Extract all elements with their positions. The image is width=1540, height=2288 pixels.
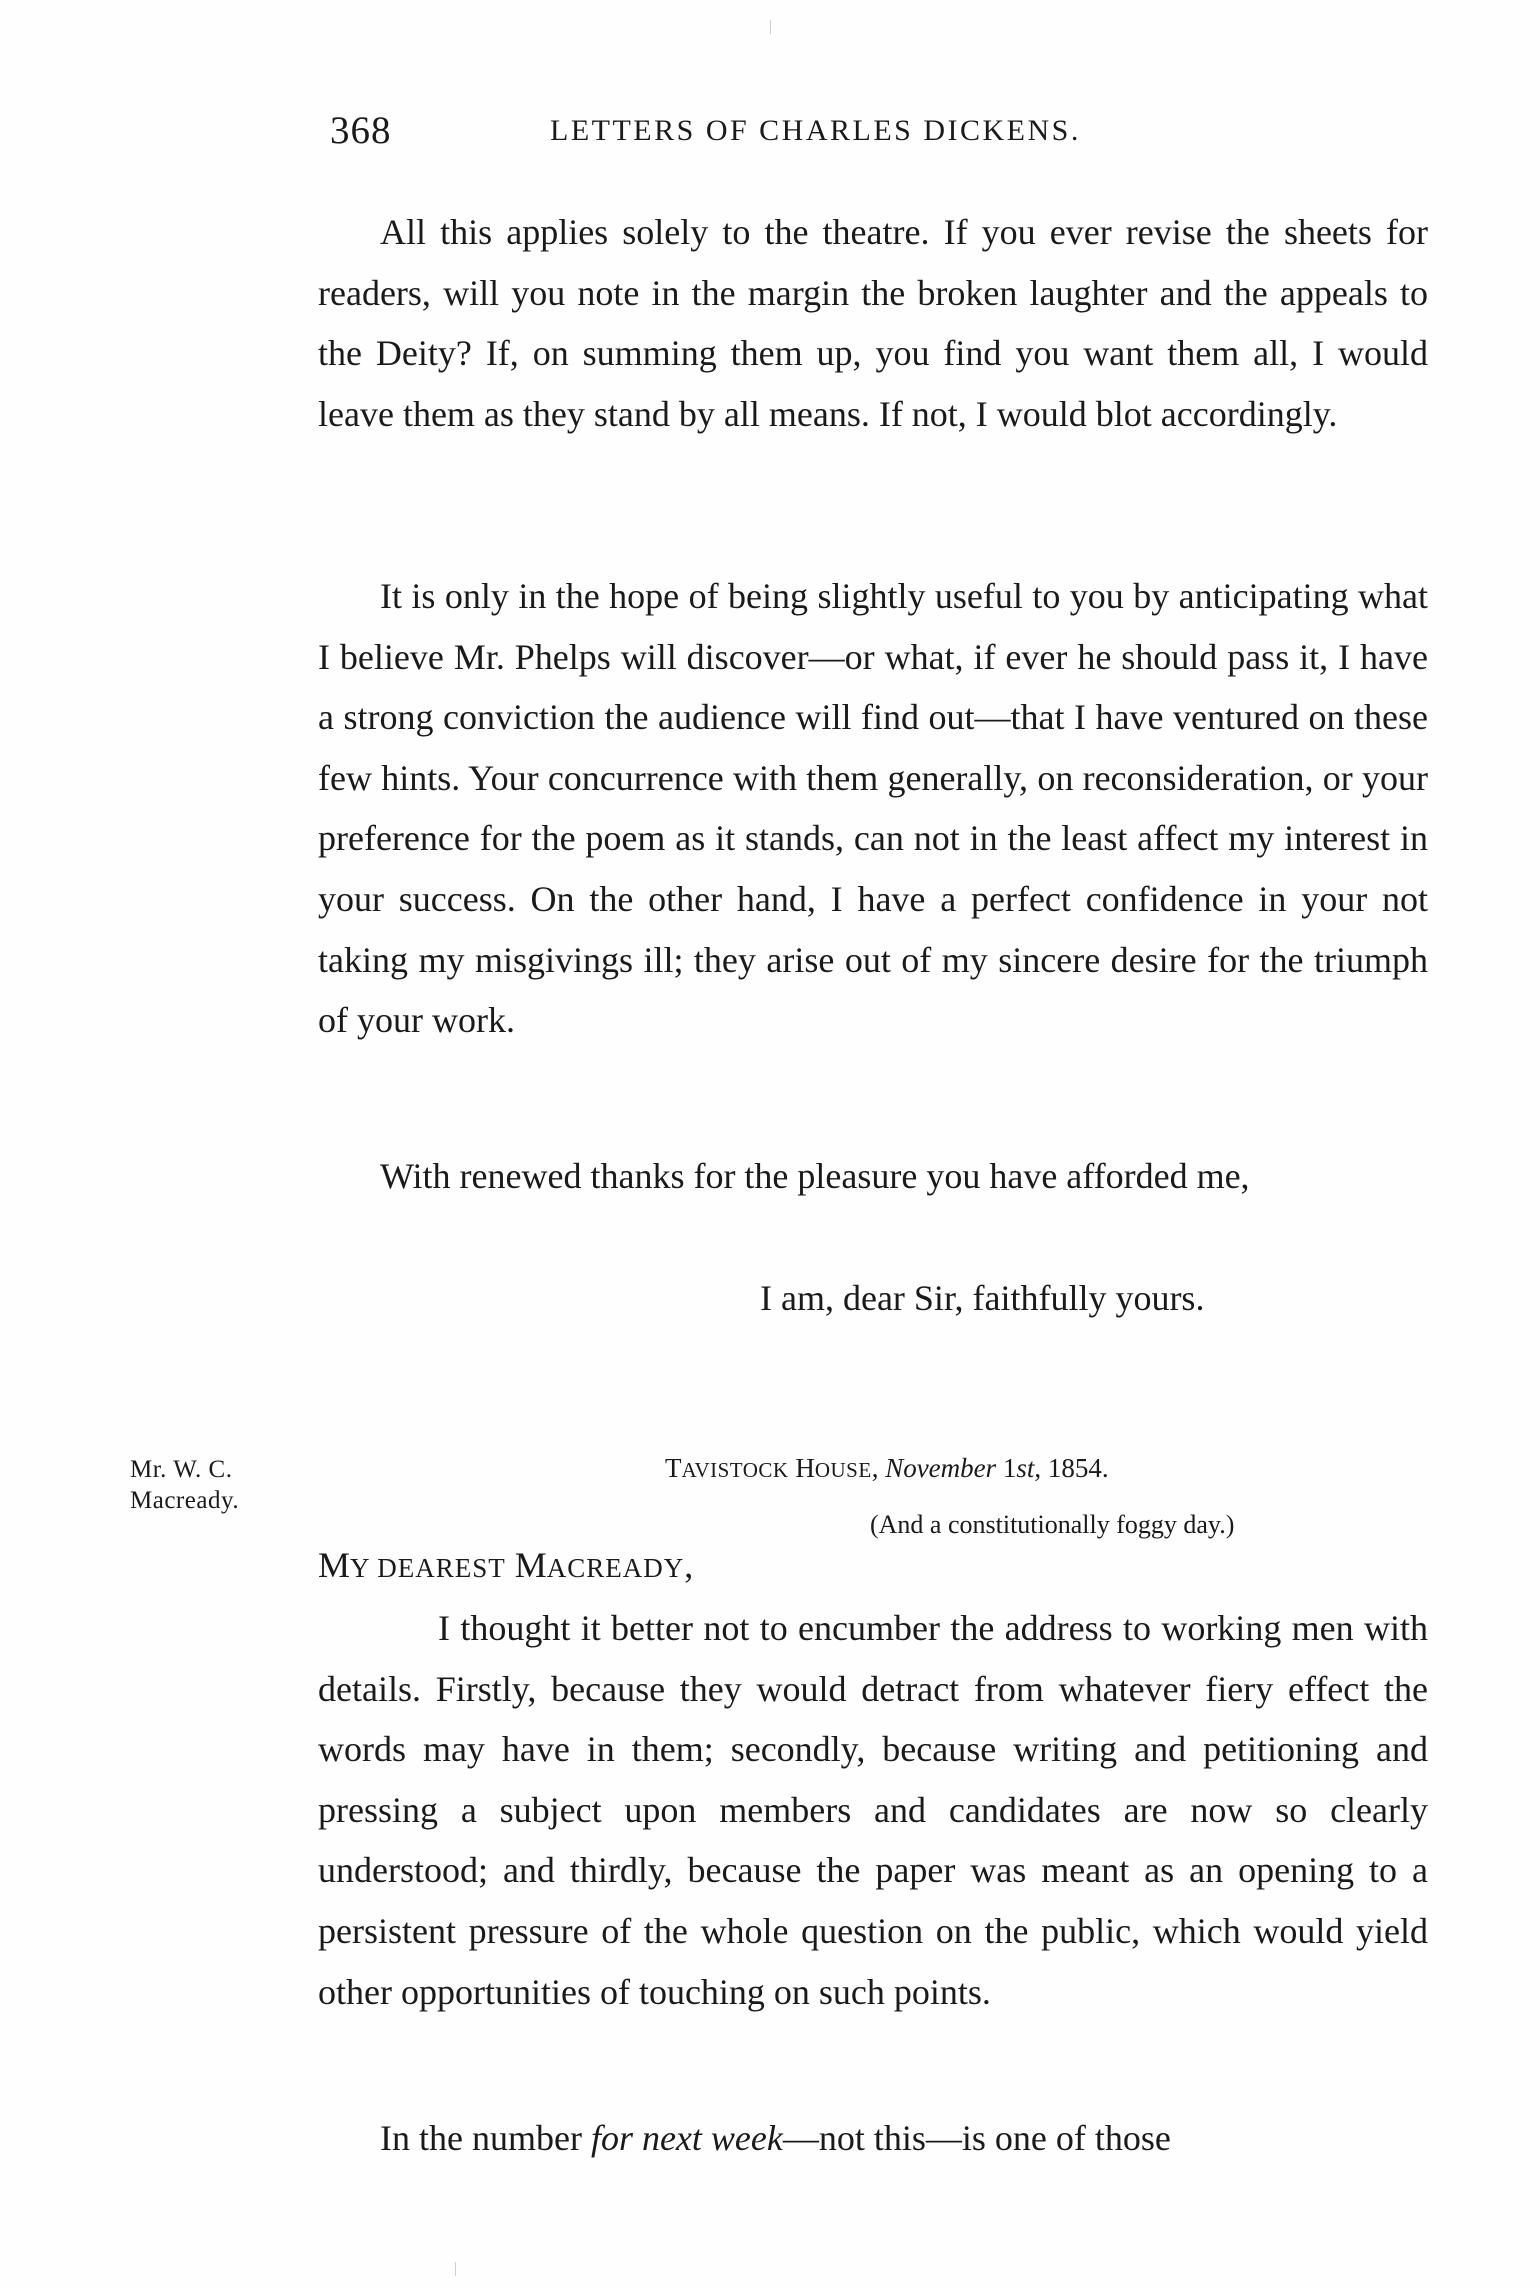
paragraph-block-4 bbox=[318, 1598, 1428, 2022]
scan-mark bbox=[770, 20, 771, 34]
paragraph-address: I thought it better not to encumber the address to working men with details. Firstly, because they would detract from whatever fiery effect the words may have in them; secondly, because writing and petitioning and pressing a subject upon members and candidates are now so clearly understood; and thirdly, because the paper was meant as an opening to a persistent pressure of the whole question on the public, which would yield other opportunities of touching on such points. bbox=[318, 1608, 1428, 2012]
paragraph-block-2 bbox=[318, 566, 1428, 1051]
letter-closing: I am, dear Sir, faithfully yours. bbox=[760, 1278, 1205, 1318]
paragraph-theatre: All this applies solely to the theatre. If you ever revise the sheets for readers, will you note in the margin the broken laughter and the appeals to the Deity? If, on summing them up, you find you want them all, I would leave them as they stand by all means. If not, I would blot accordingly. bbox=[318, 212, 1428, 434]
paragraph-block-3 bbox=[318, 1146, 1428, 1207]
margin-note-line: Mr. W. C. bbox=[130, 1456, 233, 1483]
paragraph-next-week: In the number for next week—not this—is one of those bbox=[380, 2118, 1171, 2158]
page-number: 368 bbox=[330, 109, 392, 152]
letter-salutation: MY DEAREST MACREADY, bbox=[318, 1545, 694, 1585]
letter-dateline: TAVISTOCK HOUSE, November 1st, 1854. bbox=[665, 1453, 1109, 1483]
running-head bbox=[330, 108, 1500, 158]
scan-mark bbox=[455, 2262, 456, 2276]
running-head-title: LETTERS OF CHARLES DICKENS. bbox=[550, 114, 1081, 147]
paragraph-block-5 bbox=[318, 2108, 1428, 2169]
dateline-month: November bbox=[885, 1453, 997, 1483]
dateline-note: (And a constitutionally foggy day.) bbox=[870, 1510, 1235, 1539]
paragraph-thanks: With renewed thanks for the pleasure you have afforded me, bbox=[380, 1156, 1250, 1196]
paragraph-block-1 bbox=[318, 202, 1428, 444]
margin-note-recipient bbox=[130, 1454, 239, 1516]
margin-note-line: Macready. bbox=[130, 1487, 240, 1514]
paragraph-hints: It is only in the hope of being slightly useful to you by anticipating what I believe Mr. Phelps will discover—or what, if ever he should pass it, I have a strong conviction the audience will find out—that I have ventured on these few hints. Your concurrence with them generally, on reconsideration, or your preference for the poem as it stands, can not in the least affect my interest in your success. On the other hand, I have a perfect confidence in your not taking my misgivings ill; they arise out of my sincere desire for the triumph of your work. bbox=[318, 576, 1428, 1041]
